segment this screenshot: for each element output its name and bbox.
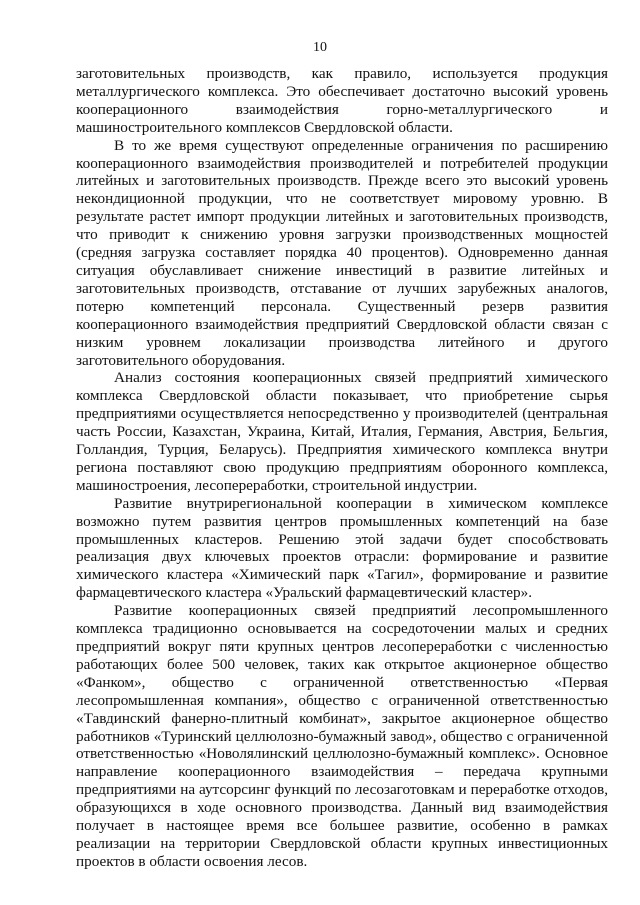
- paragraph-timber-industry: Развитие кооперационных связей предприятий лесопромышленного комплекса традиционно основывается на сосредоточении малых и средних предприятий вокруг пяти крупных центров лесопереработки с численностью работающих более 500 человек, таких как открытое акционерное общество «Фанком», общество с ограниченной ответственностью «Первая лесопромышленная компания», общество с ограниченной ответственностью «Тавдинский фанерно-плитный комбинат», закрытое акционерное общество работников «Туринский целлюлозно-бумажный завод», общество с ограниченной ответственностью «Новолялинский целлюлозно-бумажный комплекс». Основное направление кооперационного взаимодействия – передача крупными предприятиями на аутсорсинг функций по лесозаготовкам и переработке отходов, образующихся в ходе основного производства. Данный вид взаимодействия получает в настоящее время все большее развитие, особенно в рамках реализации на территории Свердловской области крупных инвестиционных проектов в области освоения лесов.: [76, 602, 608, 870]
- paragraph-limitations: В то же время существуют определенные ограничения по расширению кооперационного взаимодействия производителей и потребителей продукции литейных и заготовительных производств. Прежде всего это высокий уровень некондиционной продукции, что не соответствует мировому уровню. В результате растет импорт продукции литейных и заготовительных производств, что приводит к снижению уровня загрузки производственных мощностей (средняя загрузка составляет порядка 40 процентов). Одновременно данная ситуация обуславливает снижение инвестиций в развитие литейных и заготовительных производств, отставание от лучших зарубежных аналогов, потерю компетенций персонала. Существенный резерв развития кооперационного взаимодействия предприятий Свердловской области связан с низким уровнем локализации производства литейного и другого заготовительного оборудования.: [76, 136, 608, 369]
- paragraph-continued: заготовительных производств, как правило, используется продукция металлургического комплекса. Это обеспечивает достаточно высокий уровень кооперационного взаимодействия горно-металлургического и машиностроительного комплексов Свердловской области.: [76, 65, 608, 136]
- document-body: [76, 65, 608, 871]
- paragraph-chemical-development: Развитие внутрирегиональной кооперации в химическом комплексе возможно путем развития центров промышленных компетенций на базе промышленных кластеров. Решению этой задачи будет способствовать реализация двух ключевых проектов отрасли: формирование и развитие химического кластера «Химический парк «Тагил», формирование и развитие фармацевтического кластера «Уральский фармацевтический кластер».: [76, 494, 608, 602]
- paragraph-chemical-analysis: Анализ состояния кооперационных связей предприятий химического комплекса Свердловской области показывает, что приобретение сырья предприятиями осуществляется непосредственно у производителей (центральная часть России, Казахстан, Украина, Китай, Италия, Германия, Австрия, Бельгия, Голландия, Турция, Беларусь). Предприятия химического комплекса внутри региона поставляют свою продукцию предприятиям оборонного комплекса, машиностроения, лесопереработки, строительной индустрии.: [76, 369, 608, 494]
- page-number: 10: [313, 40, 327, 55]
